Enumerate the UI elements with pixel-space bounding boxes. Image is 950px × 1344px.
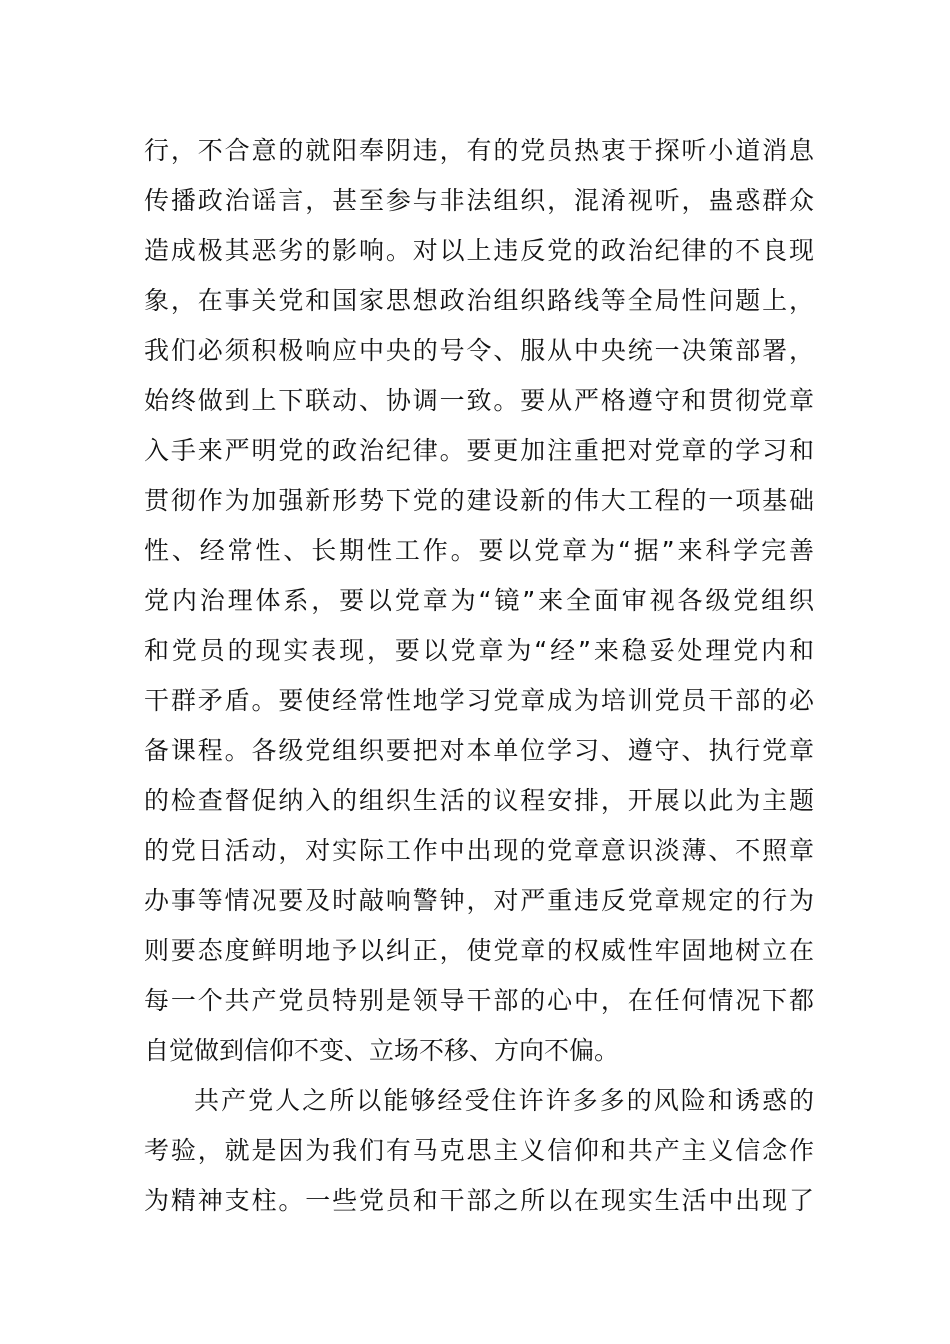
text-line: 的检查督促纳入的组织生活的议程安排，开展以此为主题 <box>144 786 814 815</box>
text-line: 和党员的现实表现，要以党章为“经”来稳妥处理党内和 <box>144 636 814 665</box>
text-line: 每一个共产党员特别是领导干部的心中，在任何情况下都 <box>144 986 814 1015</box>
text-line: 的党日活动，对实际工作中出现的党章意识淡薄、不照章 <box>144 836 814 865</box>
text-line: 党内治理体系，要以党章为“镜”来全面审视各级党组织 <box>144 586 814 615</box>
text-line: 共产党人之所以能够经受住许许多多的风险和诱惑的 <box>194 1086 814 1115</box>
text-line: 传播政治谣言，甚至参与非法组织，混淆视听，蛊惑群众 <box>144 186 814 215</box>
body-text <box>144 126 814 1226</box>
text-line: 我们必须积极响应中央的号令、服从中央统一决策部署， <box>144 336 814 365</box>
text-line: 行，不合意的就阳奉阴违，有的党员热衷于探听小道消息 <box>144 136 814 165</box>
text-line: 象，在事关党和国家思想政治组织路线等全局性问题上， <box>144 286 814 315</box>
text-line: 性、经常性、长期性工作。要以党章为“据”来科学完善 <box>144 536 814 565</box>
text-line: 办事等情况要及时敲响警钟，对严重违反党章规定的行为 <box>144 886 814 915</box>
text-line: 自觉做到信仰不变、立场不移、方向不偏。 <box>144 1036 620 1065</box>
text-line: 造成极其恶劣的影响。对以上违反党的政治纪律的不良现 <box>144 236 814 265</box>
text-line: 干群矛盾。要使经常性地学习党章成为培训党员干部的必 <box>144 686 814 715</box>
text-line: 始终做到上下联动、协调一致。要从严格遵守和贯彻党章 <box>144 386 814 415</box>
text-line: 为精神支柱。一些党员和干部之所以在现实生活中出现了 <box>144 1186 814 1215</box>
paragraph-1 <box>144 126 814 1076</box>
text-line: 备课程。各级党组织要把对本单位学习、遵守、执行党章 <box>144 736 814 765</box>
text-line: 则要态度鲜明地予以纠正，使党章的权威性牢固地树立在 <box>144 936 814 965</box>
text-line: 考验，就是因为我们有马克思主义信仰和共产主义信念作 <box>144 1136 814 1165</box>
text-line: 贯彻作为加强新形势下党的建设新的伟大工程的一项基础 <box>144 486 814 515</box>
paragraph-2 <box>144 1076 814 1226</box>
text-line: 入手来严明党的政治纪律。要更加注重把对党章的学习和 <box>144 436 814 465</box>
